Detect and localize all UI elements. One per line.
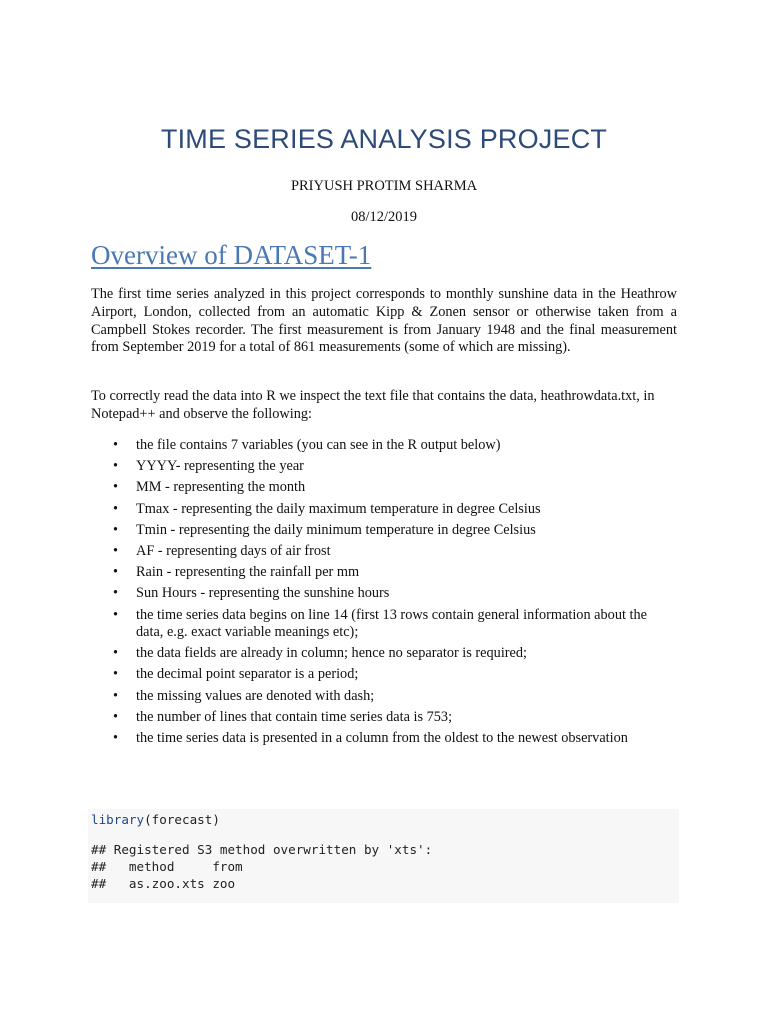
- list-item: [91, 730, 677, 748]
- list-item: [91, 607, 677, 642]
- document-title: TIME SERIES ANALYSIS PROJECT: [160, 124, 608, 154]
- bullet-icon: •: [113, 564, 119, 581]
- bullet-icon: •: [113, 437, 119, 453]
- code-function-args: (forecast): [144, 812, 220, 827]
- list-item-text: the decimal point separator is a period;: [136, 666, 359, 683]
- list-item-text: the missing values are denoted with dash;: [136, 687, 375, 704]
- bullet-icon: •: [113, 645, 119, 662]
- inspection-paragraph: To correctly read the data into R we inspect the text file that contains the data, heathrowdata.txt, in Notepad++ and observe the following:: [91, 388, 655, 422]
- section-heading: Overview of DATASET-1: [91, 240, 372, 270]
- document-date: 08/12/2019: [350, 209, 418, 225]
- code-function-name: library: [91, 812, 145, 827]
- bullet-icon: •: [113, 585, 119, 602]
- code-output-line: ## as.zoo.xts zoo: [91, 876, 236, 891]
- code-block: [88, 809, 679, 903]
- bullet-icon: •: [113, 687, 119, 704]
- bullet-icon: •: [113, 500, 119, 517]
- intro-paragraph: The first time series analyzed in this project corresponds to monthly sunshine data in the Heathrow Airport, London, collected from an automatic Kipp & Zonen sensor or otherwise taken from a Campbell Stokes recorder. The first measurement is from January 1948 and the final measurement from September 2019 for a total of 861 measurements (some of which are missing).: [91, 286, 677, 356]
- bullet-icon: •: [113, 666, 119, 683]
- list-item-text: Rain - representing the rainfall per mm: [136, 564, 360, 581]
- list-item: [91, 501, 677, 519]
- list-item: [91, 479, 677, 497]
- list-item-text: Tmin - representing the daily minimum temperature in degree Celsius: [136, 521, 536, 538]
- bullet-icon: •: [113, 521, 119, 538]
- list-item: [91, 666, 677, 684]
- list-item: [91, 458, 677, 476]
- list-item-text: the number of lines that contain time series data is 753;: [136, 708, 453, 725]
- bullet-icon: •: [113, 479, 119, 496]
- observation-list: [91, 437, 677, 751]
- bullet-icon: •: [113, 606, 119, 623]
- list-item-text: the time series data is presented in a column from the oldest to the newest observation: [136, 730, 628, 747]
- list-item: [91, 688, 677, 706]
- list-item-text: Tmax - representing the daily maximum temperature in degree Celsius: [136, 500, 541, 517]
- list-item-text: AF - representing days of air frost: [136, 542, 331, 559]
- list-item: [91, 522, 677, 540]
- list-item-text: the time series data begins on line 14 (first 13 rows contain general information about the data, e.g. exact variable meanings etc);: [136, 606, 647, 641]
- list-item: [91, 543, 677, 561]
- bullet-icon: •: [113, 458, 119, 475]
- code-output-line: ## Registered S3 method overwritten by 'xts':: [91, 842, 433, 857]
- bullet-icon: •: [113, 708, 119, 725]
- author-name: PRIYUSH PROTIM SHARMA: [290, 178, 478, 194]
- list-item: [91, 437, 677, 455]
- list-item: [91, 709, 677, 727]
- list-item-text: the file contains 7 variables (you can see in the R output below): [136, 437, 501, 453]
- list-item-text: Sun Hours - representing the sunshine hours: [136, 585, 390, 602]
- bullet-icon: •: [113, 730, 119, 747]
- bullet-icon: •: [113, 542, 119, 559]
- list-item: [91, 564, 677, 582]
- list-item-text: the data fields are already in column; hence no separator is required;: [136, 645, 528, 662]
- list-item-text: YYYY- representing the year: [136, 458, 304, 475]
- list-item: [91, 585, 677, 603]
- code-output-line: ## method from: [91, 859, 243, 874]
- list-item-text: MM - representing the month: [136, 479, 306, 496]
- list-item: [91, 645, 677, 663]
- code-line: [91, 812, 220, 827]
